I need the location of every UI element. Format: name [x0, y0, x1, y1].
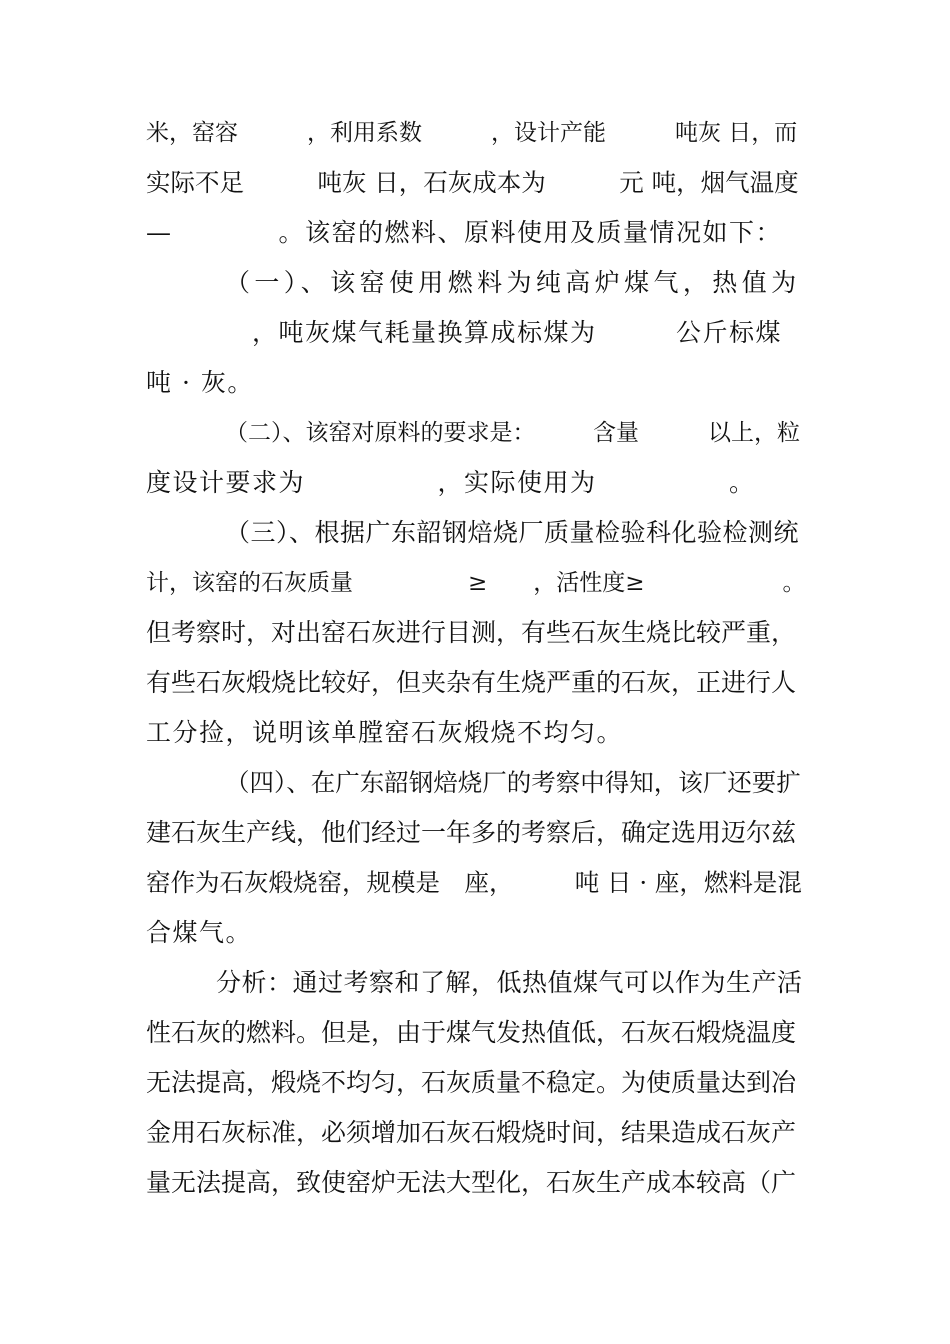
text-line: 米，窑容 ，利用系数 ，设计产能 吨灰 日，而: [146, 120, 798, 146]
text-line: 窑作为石灰煅烧窑，规模是 座， 吨 日 · 座，燃料是混: [146, 868, 802, 897]
text-line: 度设计要求为 ，实际使用为 。: [146, 468, 756, 497]
text-line: 吨 · 灰。: [146, 368, 254, 397]
text-line: 金用石灰标准，必须增加石灰石煅烧时间，结果造成石灰产: [146, 1118, 797, 1147]
paragraph-2-start: （二）、该窑对原料的要求是： 含量 以上，粒: [225, 420, 800, 446]
text-line: — 。该窑的燃料、原料使用及质量情况如下：: [146, 218, 783, 247]
text-line: 工分捡，说明该单膛窑石灰煅烧不均匀。: [146, 718, 624, 747]
text-line: 有些石灰煅烧比较好，但夹杂有生烧严重的石灰，正进行人: [146, 668, 797, 697]
text-line: ，吨灰煤气耗量换算成标煤为 公斤标煤: [146, 318, 783, 347]
paragraph-1-start: （一）、该窑使用燃料为纯高炉煤气，热值为: [225, 268, 801, 297]
paragraph-4-start: （四）、在广东韶钢焙烧厂的考察中得知，该厂还要扩: [225, 768, 801, 797]
text-line: 性石灰的燃料。但是，由于煤气发热值低，石灰石煅烧温度: [146, 1018, 797, 1047]
text-line: 实际不足 吨灰 日，石灰成本为 元 吨，烟气温度: [146, 168, 799, 197]
analysis-paragraph-start: 分析：通过考察和了解，低热值煤气可以作为生产活: [216, 968, 803, 997]
text-line: 合煤气。: [146, 918, 253, 947]
text-line: 量无法提高，致使窑炉无法大型化，石灰生产成本较高（广: [146, 1168, 797, 1197]
paragraph-3-start: （三）、根据广东韶钢焙烧厂质量检验科化验检测统: [225, 518, 800, 547]
text-line: 但考察时，对出窑石灰进行目测，有些石灰生烧比较严重，: [146, 618, 797, 647]
text-line: 建石灰生产线，他们经过一年多的考察后，确定选用迈尔兹: [146, 818, 797, 847]
text-line: 计，该窑的石灰质量 ≥ ，活性度≥ 。: [146, 570, 806, 596]
text-line: 无法提高，煅烧不均匀，石灰质量不稳定。为使质量达到冶: [146, 1068, 797, 1097]
